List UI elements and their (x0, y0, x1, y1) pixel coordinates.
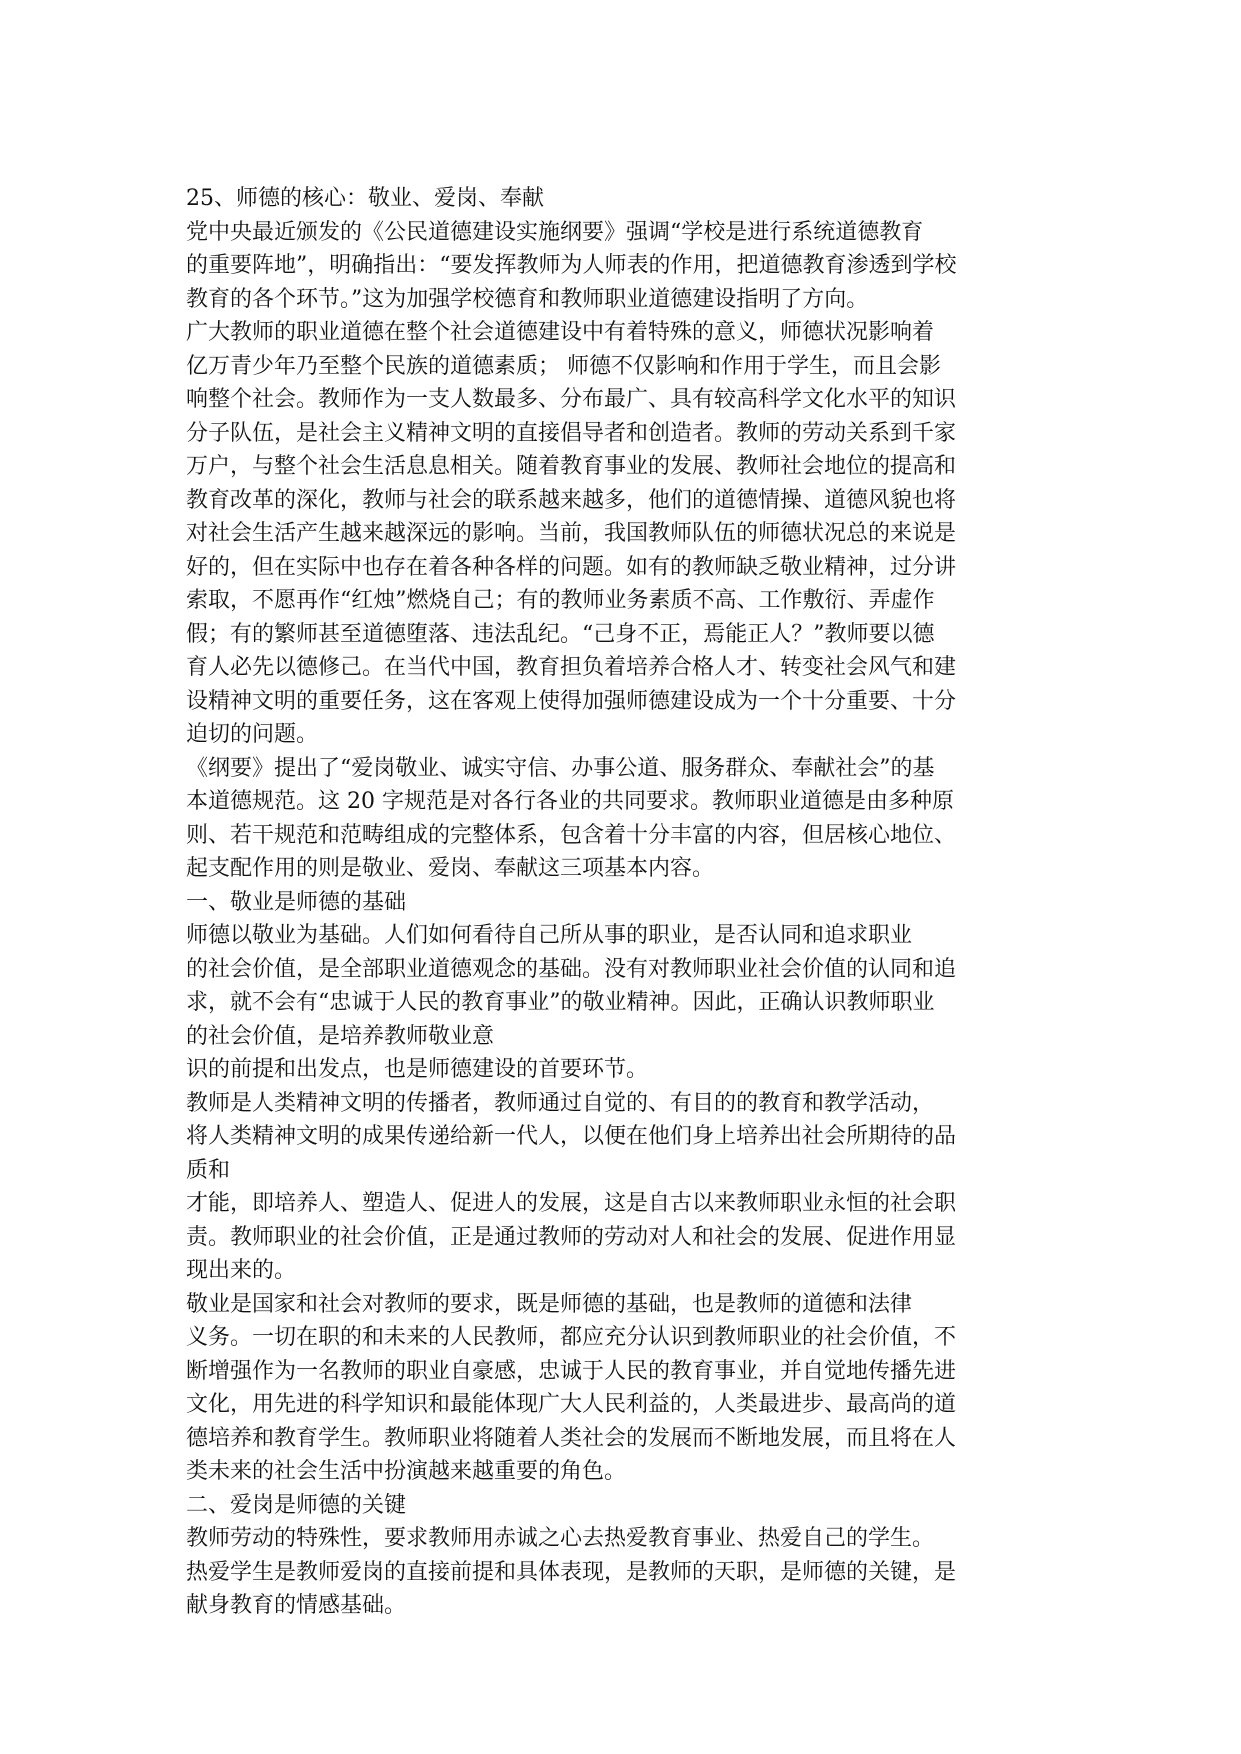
text-line: 质和 (186, 1157, 231, 1183)
text-line: 教师是人类精神文明的传播者，教师通过自觉的、有目的的教育和教学活动， (186, 1090, 935, 1116)
text-line: 识的前提和出发点，也是师德建设的首要环节。 (186, 1057, 649, 1082)
paragraph-lines (186, 216, 1086, 1623)
text-line: 索取，不愿再作“红烛”燃烧自己；有的教师业务素质不高、工作敷衍、弄虚作 (186, 588, 935, 613)
text-line: 一、敬业是师德的基础 (186, 889, 407, 915)
text-line: 文化，用先进的科学知识和最能体现广大人民利益的，人类最进步、最高尚的道 (186, 1392, 957, 1417)
text-line: 育人必先以德修己。在当代中国，教育担负着培养合格人才、转变社会风气和建 (186, 655, 957, 680)
text-line: 的重要阵地”，明确指出：“要发挥教师为人师表的作用，把道德教育渗透到学校 (186, 253, 957, 278)
text-line: 现出来的。 (186, 1258, 297, 1283)
text-line: 亿万青少年乃至整个民族的道德素质； 师德不仅影响和作用于学生，而且会影 (186, 353, 941, 379)
text-line: 起支配作用的则是敬业、爱岗、奉献这三项基本内容。 (186, 856, 715, 881)
document-body (186, 182, 1086, 1623)
document-title: 25、师德的核心：敬业、爱岗、奉献 (186, 186, 544, 211)
text-line: 的社会价值，是培养教师敬业意 (186, 1023, 495, 1049)
text-line: 断增强作为一名教师的职业自豪感，忠诚于人民的教育事业，并自觉地传播先进 (186, 1358, 957, 1384)
text-line: 好的，但在实际中也存在着各种各样的问题。如有的教师缺乏敬业精神，过分讲 (186, 554, 957, 580)
text-line: 本道德规范。这 20 字规范是对各行各业的共同要求。教师职业道德是由多种原 (186, 789, 954, 814)
text-line: 德培养和教育学生。教师职业将随着人类社会的发展而不断地发展，而且将在人 (186, 1425, 957, 1451)
text-line: 教师劳动的特殊性，要求教师用赤诚之心去热爱教育事业、热爱自己的学生。 (186, 1526, 935, 1551)
text-line: 对社会生活产生越来越深远的影响。当前，我国教师队伍的师德状况总的来说是 (186, 521, 957, 546)
text-line: 二、爱岗是师德的关键 (186, 1492, 407, 1518)
text-line: 责。教师职业的社会价值，正是通过教师的劳动对人和社会的发展、促进作用显 (186, 1224, 957, 1250)
text-line: 义务。一切在职的和未来的人民教师，都应充分认识到教师职业的社会价值，不 (186, 1325, 957, 1350)
text-line: 敬业是国家和社会对教师的要求，既是师德的基础，也是教师的道德和法律 (186, 1291, 913, 1317)
text-line: 师德以敬业为基础。人们如何看待自己所从事的职业，是否认同和追求职业 (186, 923, 913, 948)
text-line: 将人类精神文明的成果传递给新一代人，以便在他们身上培养出社会所期待的品 (186, 1124, 957, 1149)
text-line: 迫切的问题。 (186, 722, 319, 747)
text-line: 求，就不会有“忠诚于人民的教育事业”的敬业精神。因此，正确认识教师职业 (186, 990, 935, 1015)
text-line: 教育改革的深化，教师与社会的联系越来越多，他们的道德情操、道德风貌也将 (186, 487, 957, 513)
text-line: 广大教师的职业道德在整个社会道德建设中有着特殊的意义，师德状况影响着 (186, 320, 935, 345)
text-line: 万户，与整个社会生活息息相关。随着教育事业的发展、教师社会地位的提高和 (186, 454, 957, 479)
text-line: 则、若干规范和范畴组成的完整体系，包含着十分丰富的内容，但居核心地位、 (186, 822, 957, 848)
text-line: 类未来的社会生活中扮演越来越重要的角色。 (186, 1459, 627, 1484)
text-line: 党中央最近颁发的《公民道德建设实施纲要》强调“学校是进行系统道德教育 (186, 219, 924, 245)
text-line: 响整个社会。教师作为一支人数最多、分布最广、具有较高科学文化水平的知识 (186, 387, 957, 412)
text-line: 分子队伍，是社会主义精神文明的直接倡导者和创造者。教师的劳动关系到千家 (186, 420, 957, 446)
text-line: 热爱学生是教师爱岗的直接前提和具体表现，是教师的天职，是师德的关键，是 (186, 1559, 957, 1585)
text-line: 的社会价值，是全部职业道德观念的基础。没有对教师职业社会价值的认同和追 (186, 956, 957, 982)
text-line: 《纲要》提出了“爱岗敬业、诚实守信、办事公道、服务群众、奉献社会”的基 (186, 755, 935, 781)
text-line: 设精神文明的重要任务，这在客观上使得加强师德建设成为一个十分重要、十分 (186, 688, 957, 714)
text-line: 献身教育的情感基础。 (186, 1593, 407, 1618)
text-line: 教育的各个环节。”这为加强学校德育和教师职业道德建设指明了方向。 (186, 286, 869, 312)
text-line: 才能，即培养人、塑造人、促进人的发展，这是自古以来教师职业永恒的社会职 (186, 1191, 957, 1216)
text-line: 假；有的繁师甚至道德堕落、违法乱纪。“己身不正，焉能正人？”教师要以德 (186, 621, 935, 647)
